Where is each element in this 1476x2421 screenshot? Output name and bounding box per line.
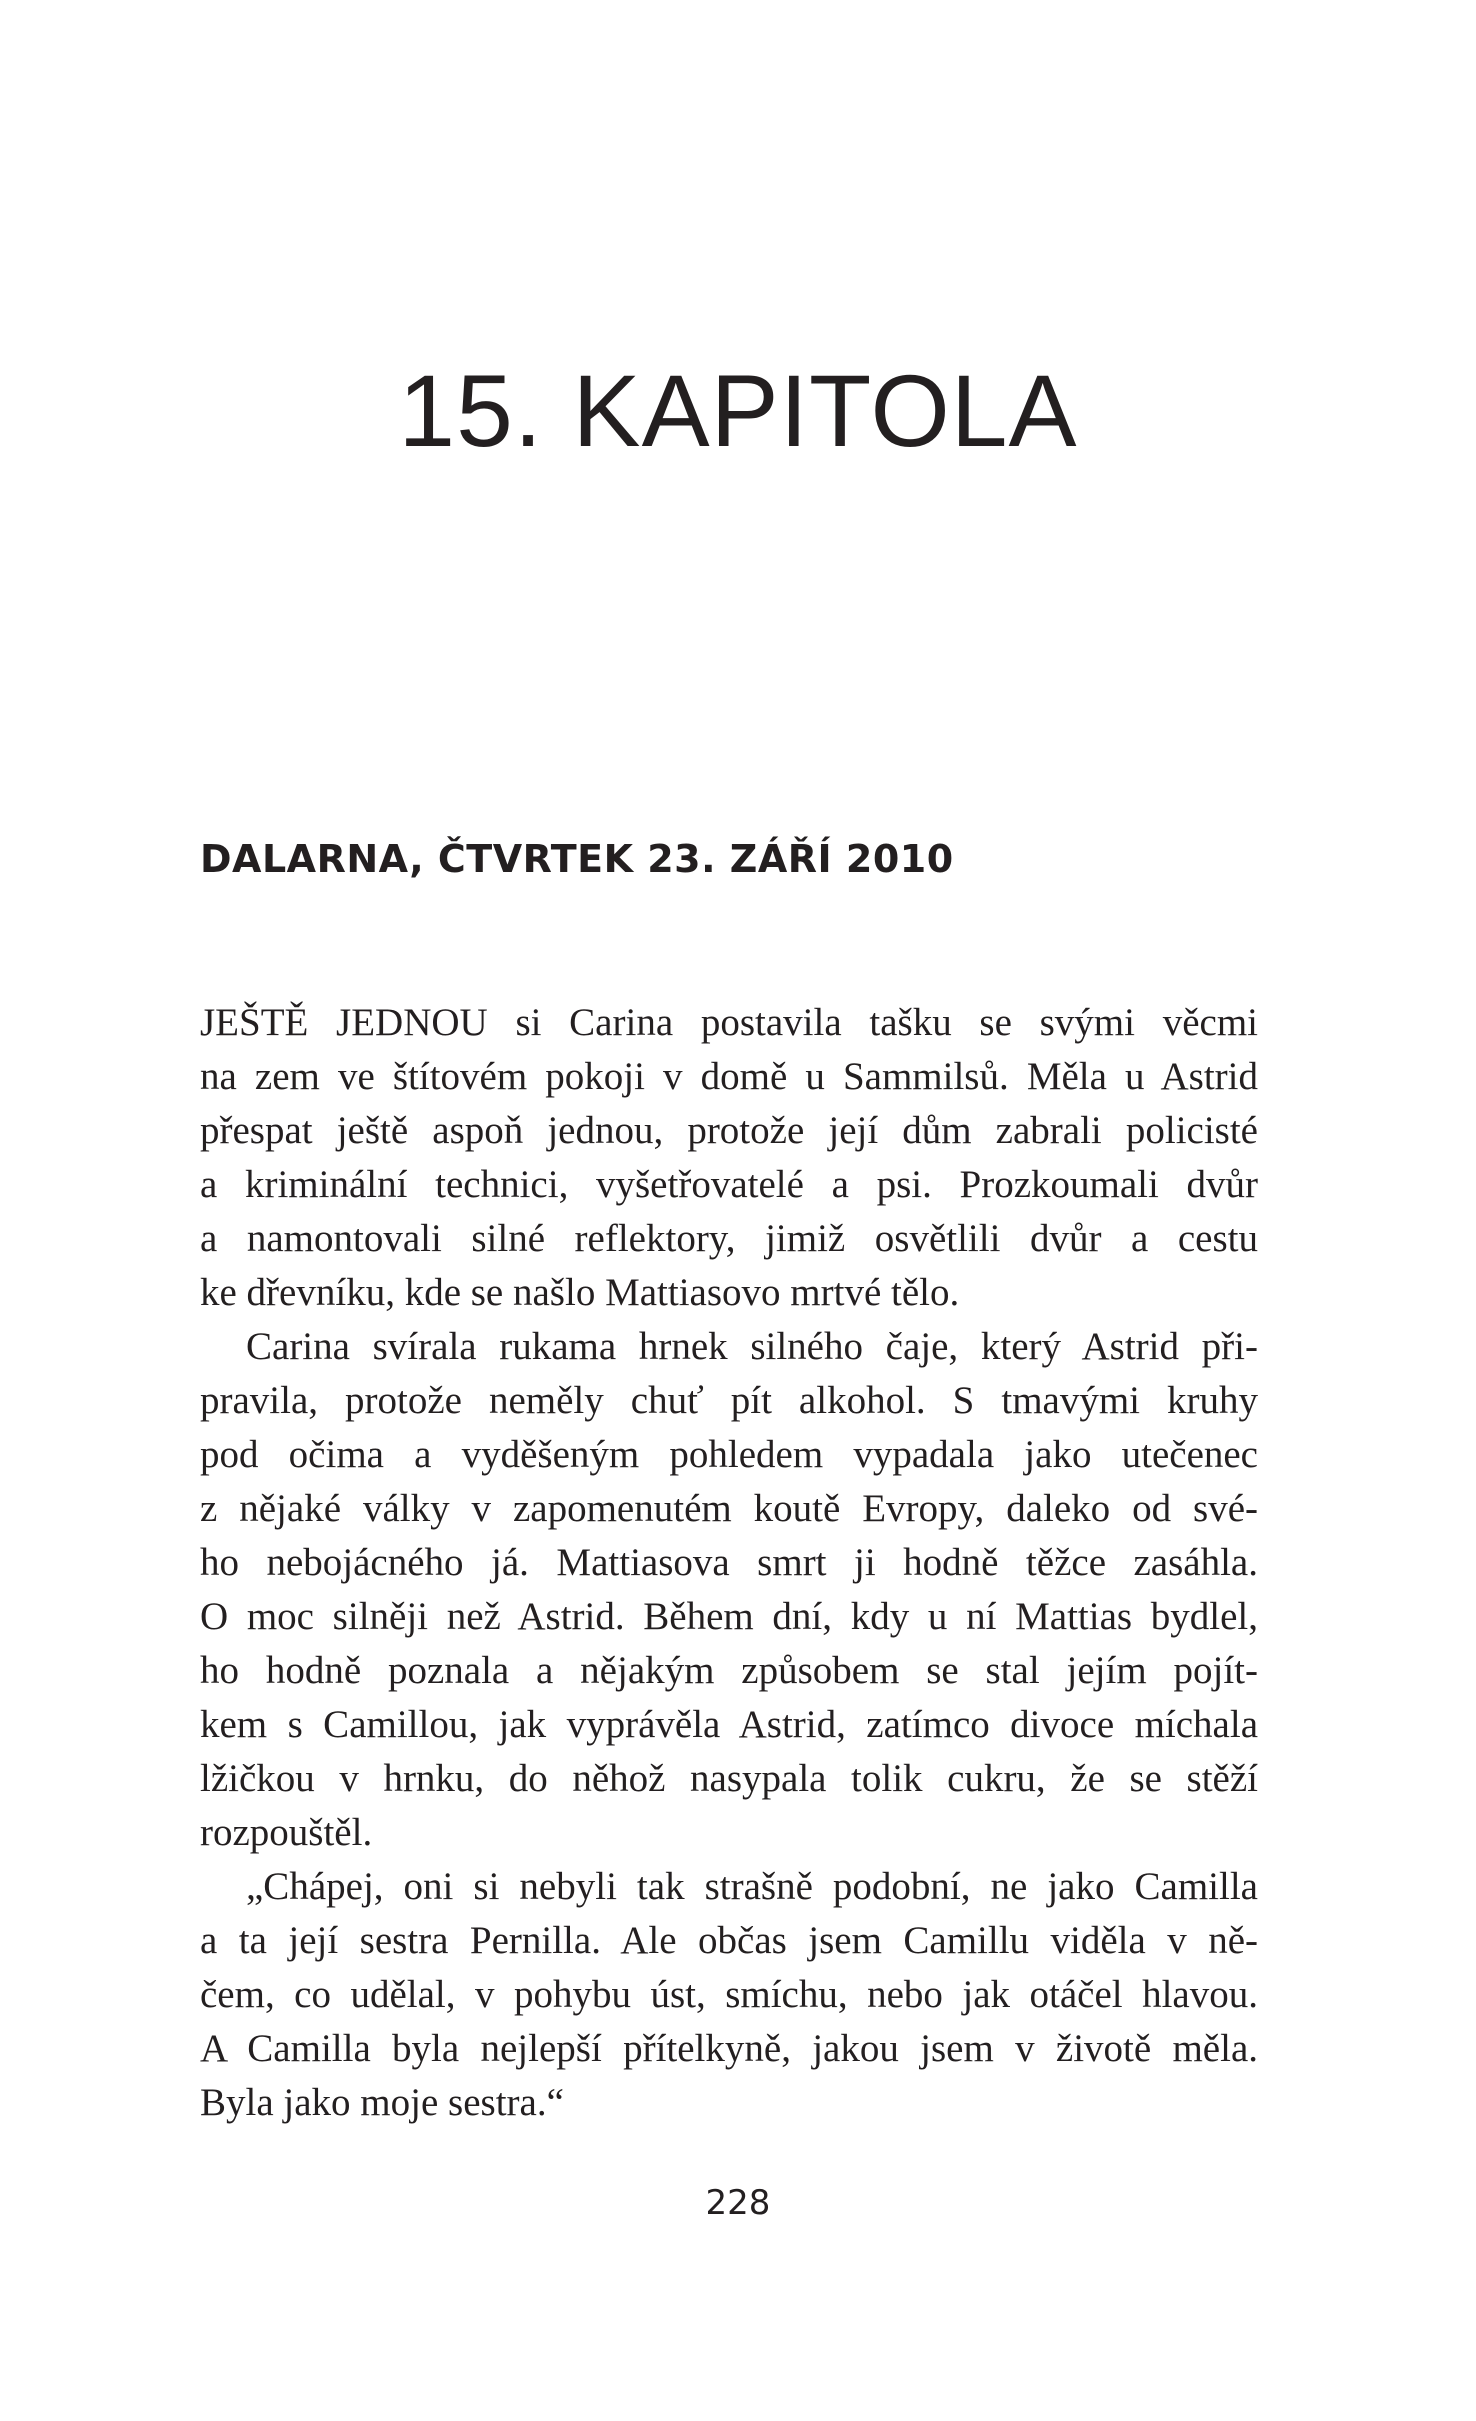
text-line: „Chápej, oni si nebyli tak strašně podobní, ne jako Camilla [246,1865,1258,1908]
text-line: kem s Camillou, jak vyprávěla Astrid, zatímco divoce míchala [200,1703,1258,1746]
body-text [200,996,1258,2130]
text-line: a kriminální technici, vyšetřovatelé a psi. Prozkoumali dvůr [200,1163,1258,1206]
text-line: A Camilla byla nejlepší přítelkyně, jakou jsem v životě měla. [200,2027,1258,2070]
text-line: pravila, protože neměly chuť pít alkohol. S tmavými kruhy [200,1379,1258,1422]
paragraph [200,1860,1258,2130]
text-line: Byla jako moje sestra.“ [200,2081,564,2124]
text-line: O moc silněji než Astrid. Během dní, kdy u ní Mattias bydlel, [200,1595,1258,1638]
text-line: přespat ještě aspoň jednou, protože její dům zabrali policisté [200,1109,1258,1152]
text-line: Carina svírala rukama hrnek silného čaje, který Astrid při- [246,1325,1258,1368]
text-line: pod očima a vyděšeným pohledem vypadala jako utečenec [200,1433,1258,1476]
paragraph [200,1320,1258,1860]
text-line: a ta její sestra Pernilla. Ale občas jsem Camillu viděla v ně- [200,1919,1258,1962]
text-line: ho hodně poznala a nějakým způsobem se stal jejím pojít- [200,1649,1258,1692]
text-line: ke dřevníku, kde se našlo Mattiasovo mrtvé tělo. [200,1271,960,1314]
chapter-title: 15. KAPITOLA [398,354,1078,468]
text-line: ho nebojácného já. Mattiasova smrt ji hodně těžce zasáhla. [200,1541,1258,1584]
text-line: z nějaké války v zapomenutém koutě Evropy, daleko od své- [200,1487,1258,1530]
text-line: a namontovali silné reflektory, jimiž osvětlili dvůr a cestu [200,1217,1258,1260]
page-number: 228 [705,2183,771,2223]
text-line: na zem ve štítovém pokoji v domě u Sammilsů. Měla u Astrid [200,1055,1258,1098]
paragraph [200,996,1258,1320]
text-line: čem, co udělal, v pohybu úst, smíchu, nebo jak otáčel hlavou. [200,1973,1258,2016]
text-line: rozpouštěl. [200,1811,373,1854]
text-line: JEŠTĚ JEDNOU si Carina postavila tašku se svými věcmi [200,1001,1258,1044]
text-line: lžičkou v hrnku, do něhož nasypala tolik cukru, že se stěží [200,1757,1258,1800]
section-heading: DALARNA, ČTVRTEK 23. ZÁŘÍ 2010 [200,837,954,881]
